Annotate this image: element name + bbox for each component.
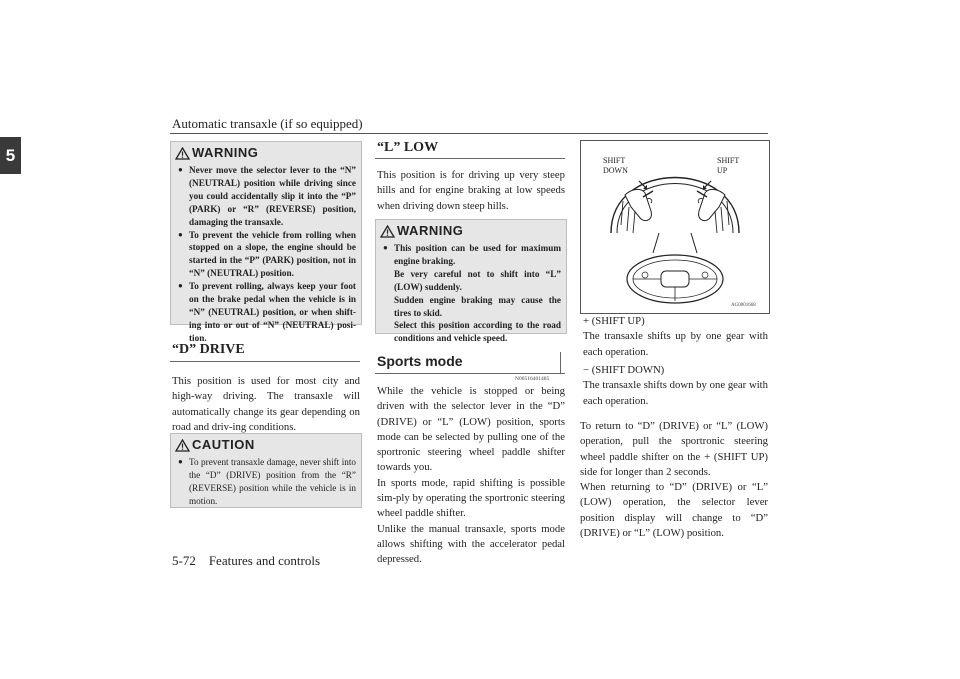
- drive-text: This position is used for most city and high-way driving. The transaxle will automatically change its gear depending on road and driv-ing conditions.: [172, 375, 360, 433]
- doc-code: N00516401485: [515, 376, 550, 382]
- figure-code: AG0001668: [731, 303, 756, 308]
- warning-box: [170, 141, 362, 343]
- paddle-shifter-figure: [580, 140, 770, 314]
- return-text: [580, 419, 768, 541]
- warning-item: ● To prevent the vehicle from rolling when stopped on a slope, the engine should be started in the “P” (PARK) position, not in “N” (NEUTRAL) position.: [189, 229, 356, 281]
- section-rule: [170, 361, 360, 362]
- sports-text: [377, 384, 565, 568]
- shift-up-title: + (SHIFT UP): [583, 315, 645, 327]
- return-paragraph: To return to “D” (DRIVE) or “L” (LOW) operation, pull the sportronic steering wheel paddle shifter on the + (SHIFT UP) side for longer than 2 seconds.: [580, 420, 768, 478]
- section-rule-tick: [560, 352, 561, 374]
- shift-down-text: The transaxle shifts down by one gear with each operation.: [583, 379, 768, 407]
- sports-paragraph: While the vehicle is stopped or being driven with the selector lever in the “D” (DRIVE) or “L” (LOW) position, sports mode can be selected by pulling one of the sportronic steering wheel paddle shifter towards you.: [377, 385, 565, 474]
- shift-down-block: [583, 363, 768, 409]
- low-text: This position is for driving up very steep hills and for engine braking at low speeds when driving down steep hills.: [377, 169, 565, 212]
- warning-line: Be very careful not to shift into “L” (LOW) suddenly.: [394, 268, 561, 292]
- warning-item: ● Never move the selector lever to the “N” (NEUTRAL) position while driving since you could accidentally slip it into the “P” (PARK) or “R” (REVERSE) position, damaging the transaxle.: [189, 164, 356, 228]
- section-title-drive: “D” DRIVE: [172, 342, 245, 357]
- header-rule: [170, 133, 768, 134]
- sports-paragraph: In sports mode, rapid shifting is possible sim-ply by operating the sportronic steering wheel paddle shifter.: [377, 476, 565, 520]
- warning-label: WARNING: [397, 223, 464, 238]
- shift-up-block: [583, 314, 768, 360]
- shift-down-title: − (SHIFT DOWN): [583, 364, 665, 376]
- label-shift-down: SHIFT DOWN: [603, 156, 628, 175]
- sports-paragraph: Unlike the manual transaxle, sports mode allows shifting with the accelerator pedal depressed.: [377, 522, 565, 566]
- caution-label: CAUTION: [192, 437, 255, 452]
- warning-item: ● This position can be used for maximum engine braking.: [394, 242, 561, 268]
- caution-header: [171, 434, 361, 456]
- caution-triangle-icon: [175, 439, 190, 452]
- warning-triangle-icon: [175, 147, 190, 160]
- warning-header: [376, 220, 566, 242]
- warning-triangle-icon: [380, 225, 395, 238]
- section-rule: [375, 158, 565, 159]
- shift-up-text: The transaxle shifts up by one gear with each operation.: [583, 330, 768, 358]
- running-header: Automatic transaxle (if so equipped): [172, 116, 363, 131]
- label-shift-up: SHIFT UP: [717, 156, 740, 175]
- chapter-tab: 5: [0, 137, 21, 174]
- warning-item: ● To prevent rolling, always keep your foot on the brake pedal when the vehicle is in “N” (NEUTRAL) position, or when shift-ing into or out of “N” (NEUTRAL) posi-tion.: [189, 280, 356, 344]
- warning-box: [375, 219, 567, 344]
- caution-box: [170, 433, 362, 508]
- caution-item: ● To prevent transaxle damage, never shift into the “D” (DRIVE) position from the “R” (REVERSE) position while the vehicle is in motion.: [189, 456, 356, 508]
- warning-header: [171, 142, 361, 164]
- warning-line: Select this position according to the road conditions and vehicle speed.: [394, 320, 561, 344]
- section-rule: [375, 373, 565, 374]
- warning-label: WARNING: [192, 145, 259, 160]
- warning-line: Sudden engine braking may cause the tires to skid.: [394, 294, 561, 318]
- section-title-low: “L” LOW: [377, 140, 439, 155]
- return-paragraph: When returning to “D” (DRIVE) or “L” (LOW) operation, the selector lever position display will change to “D” (DRIVE) or “L” (LOW) position.: [580, 481, 768, 540]
- page-number: 5-72 Features and controls: [172, 553, 321, 568]
- section-title-sports: Sports mode: [377, 353, 463, 369]
